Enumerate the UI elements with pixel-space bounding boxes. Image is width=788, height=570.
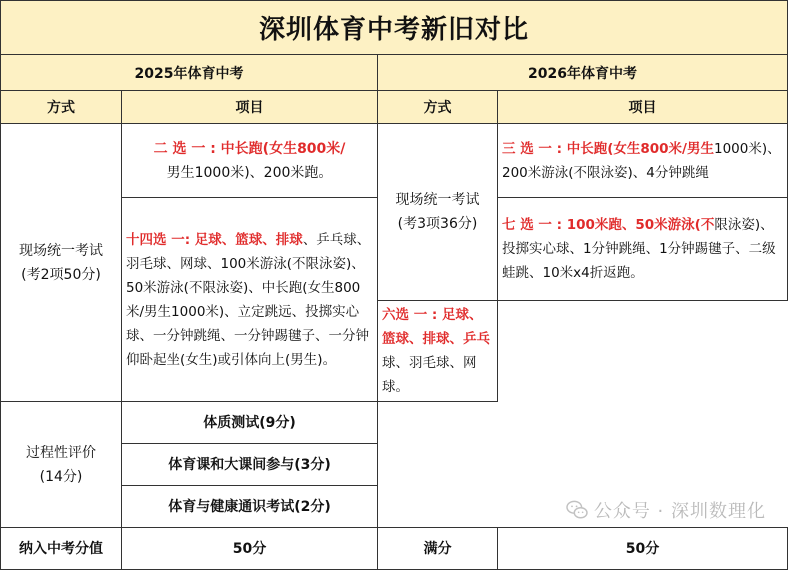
items-2026-group3-text: 球、羽毛球、网球。 bbox=[382, 355, 477, 395]
items-2025-group1 bbox=[122, 124, 378, 198]
method-2025-onsite-note: (考2项50分) bbox=[21, 266, 101, 283]
method-2026-process-note: (14分) bbox=[39, 468, 83, 485]
items-2026-group2 bbox=[498, 198, 788, 301]
method-2025-onsite-label: 现场统一考试 bbox=[19, 242, 103, 259]
year-2025-header: 2025年体育中考 bbox=[1, 55, 378, 91]
score-label-2026: 满分 bbox=[378, 528, 498, 570]
items-column-header-2026: 项目 bbox=[498, 91, 788, 124]
watermark bbox=[566, 497, 766, 523]
method-2026-process bbox=[1, 402, 122, 528]
method-2026-onsite-label: 现场统一考试 bbox=[395, 192, 480, 208]
method-2026-onsite-note: (考3项36分) bbox=[397, 216, 478, 232]
method-2025-onsite bbox=[1, 124, 122, 402]
items-2026-group1-text: 1000米)、200米游泳(不限泳姿)、4分钟跳绳 bbox=[502, 140, 781, 181]
items-2025-group1-text: 男生1000米)、200米跑。 bbox=[166, 164, 333, 181]
items-2026-group1-heading: 三 选 一 : 中长跑(女生800米/男生 bbox=[502, 140, 714, 157]
method-column-header-2025: 方式 bbox=[1, 91, 122, 124]
process-item-general-knowledge-exam: 体育与健康通识考试(2分) bbox=[122, 486, 378, 528]
watermark-text: 公众号 · 深圳数理化 bbox=[593, 501, 766, 522]
items-2026-group1 bbox=[498, 124, 788, 198]
score-label-2025: 纳入中考分值 bbox=[1, 528, 122, 570]
method-2026-onsite bbox=[378, 124, 498, 301]
items-2025-group2 bbox=[122, 198, 378, 402]
items-2025-group2-heading: 十四选 一: 足球、篮球、排球 bbox=[126, 231, 303, 248]
items-2025-group1-heading: 二 选 一 : 中长跑(女生800米/ bbox=[153, 140, 346, 157]
items-2025-group2-text: 、乒乓球、羽毛球、网球、100米游泳(不限泳姿)、50米游泳(不限泳姿)、中长跑(女生800米/男生1000米)、立定跳远、投掷实心球、一分钟跳绳、一分钟踢毽子、一分钟仰卧起坐(女生)或引体向上(男生)。 bbox=[126, 231, 371, 368]
items-2026-group2-text: 限泳姿)、投掷实心球、1分钟跳绳、1分钟踢毽子、二级蛙跳、10米x4折返跑。 bbox=[502, 217, 776, 281]
items-2026-group3 bbox=[378, 301, 498, 402]
process-item-class-participation: 体育课和大课间参与(3分) bbox=[122, 444, 378, 486]
method-2026-process-label: 过程性评价 bbox=[26, 444, 96, 461]
score-value-2025: 50分 bbox=[122, 528, 378, 570]
items-2026-group3-heading: 六选 一 : 足球、篮球、排球、乒乓 bbox=[382, 307, 490, 347]
score-value-2026: 50分 bbox=[498, 528, 788, 570]
method-column-header-2026: 方式 bbox=[378, 91, 498, 124]
process-item-fitness-test: 体质测试(9分) bbox=[122, 402, 378, 444]
page-title: 深圳体育中考新旧对比 bbox=[1, 1, 788, 55]
wechat-icon bbox=[566, 500, 588, 520]
items-column-header-2025: 项目 bbox=[122, 91, 378, 124]
year-2026-header: 2026年体育中考 bbox=[378, 55, 788, 91]
items-2026-group2-heading: 七 选 一 : 100米跑、50米游泳(不 bbox=[502, 217, 715, 233]
